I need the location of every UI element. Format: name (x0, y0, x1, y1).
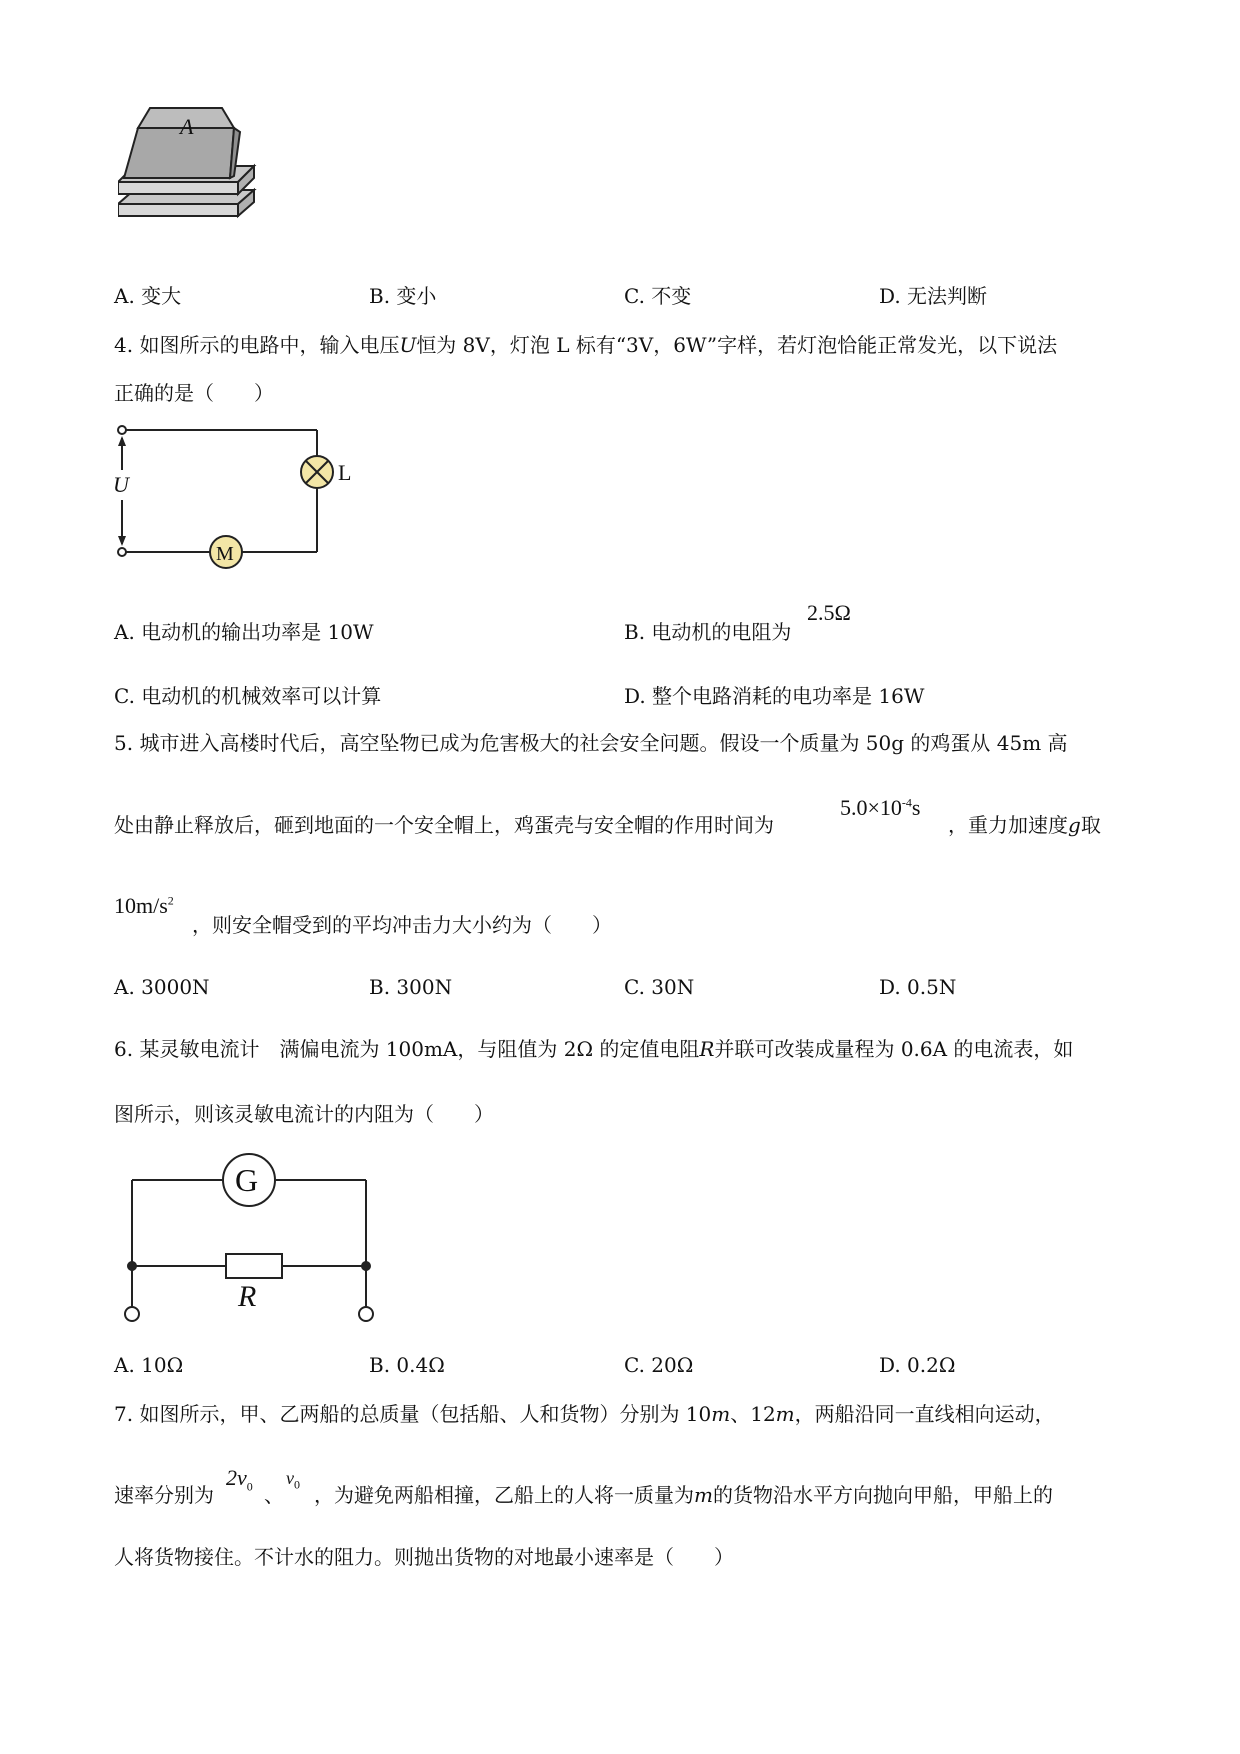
q7-stem-line2-head: 速率分别为 (114, 1483, 214, 1507)
q6-option-d: D. 0.2Ω (879, 1353, 956, 1377)
q4-option-a: A. 电动机的输出功率是 10W (114, 620, 374, 644)
q4-fig-m: M (216, 543, 234, 565)
keyboard-key-figure (118, 104, 258, 238)
q6-circuit-diagram (118, 1148, 380, 1324)
q6-option-c: C. 20Ω (624, 1353, 694, 1377)
q3-option-a: A. 变大 (114, 284, 182, 308)
q5-option-b: B. 300N (369, 975, 453, 999)
q7-stem-line2-sep: 、 (264, 1483, 284, 1507)
q4-stem-line1: 4. 如图所示的电路中，输入电压U恒为 8V，灯泡 L 标有“3V，6W”字样，若灯泡恰能正常发光，以下说法 (114, 333, 1058, 357)
q7-v2-math: $v_0$ (286, 1468, 300, 1492)
q5-option-a: A. 3000N (114, 975, 210, 999)
key-label: A (180, 114, 194, 139)
q7-v1-math: $2v_0$ (226, 1465, 253, 1494)
q5-stem-line2: 处由静止释放后，砸到地面的一个安全帽上，鸡蛋壳与安全帽的作用时间为 (114, 813, 774, 837)
q4-stem-line2: 正确的是（ ） (114, 381, 274, 405)
q7-stem-line3: 人将货物接住。不计水的阻力。则抛出货物的对地最小速率是（ ） (114, 1545, 734, 1569)
q4-option-b-math: 2.5Ω (807, 600, 851, 625)
q6-stem-line1: 6. 某灵敏电流计 满偏电流为 100mA，与阻值为 2Ω 的定值电阻R并联可改装成量程为 0.6A 的电流表，如 (114, 1037, 1074, 1061)
q7-stem-line1: 7. 如图所示，甲、乙两船的总质量（包括船、人和货物）分别为 10m、12m，两船沿同一直线相向运动， (114, 1402, 1055, 1426)
q3-option-d: D. 无法判断 (879, 284, 988, 308)
q6-option-b: B. 0.4Ω (369, 1353, 445, 1377)
q5-stem-line3: ，则安全帽受到的平均冲击力大小约为（ ） (192, 913, 612, 937)
q3-option-c: C. 不变 (624, 284, 692, 308)
q5-stem-line2-tail: ，重力加速度g取 (948, 813, 1101, 837)
q4-fig-u: U (113, 472, 129, 497)
q6-stem-line2: 图所示，则该灵敏电流计的内阻为（ ） (114, 1102, 494, 1126)
q4-option-c: C. 电动机的机械效率可以计算 (114, 684, 382, 708)
q5-option-d: D. 0.5N (879, 975, 957, 999)
q7-stem-line2-tail: ，为避免两船相撞，乙船上的人将一质量为m的货物沿水平方向抛向甲船，甲船上的 (314, 1483, 1053, 1507)
q3-option-b: B. 变小 (369, 284, 437, 308)
q6-fig-r: R (238, 1280, 257, 1313)
q4-option-b: B. 电动机的电阻为 (624, 620, 792, 644)
q6-option-a: A. 10Ω (114, 1353, 184, 1377)
q5-option-c: C. 30N (624, 975, 695, 999)
q5-g-math: $10m/s^2$ (114, 893, 174, 918)
q4-circuit-diagram (110, 422, 370, 574)
q5-stem-line1: 5. 城市进入高楼时代后，高空坠物已成为危害极大的社会安全问题。假设一个质量为 50g 的鸡蛋从 45m 高 (114, 731, 1068, 755)
q6-fig-g: G (235, 1162, 259, 1198)
q4-option-d: D. 整个电路消耗的电功率是 16W (624, 684, 925, 708)
q4-fig-l: L (338, 460, 352, 485)
q5-time-math: $5.0\times 10^{-4}s$ (840, 795, 921, 820)
